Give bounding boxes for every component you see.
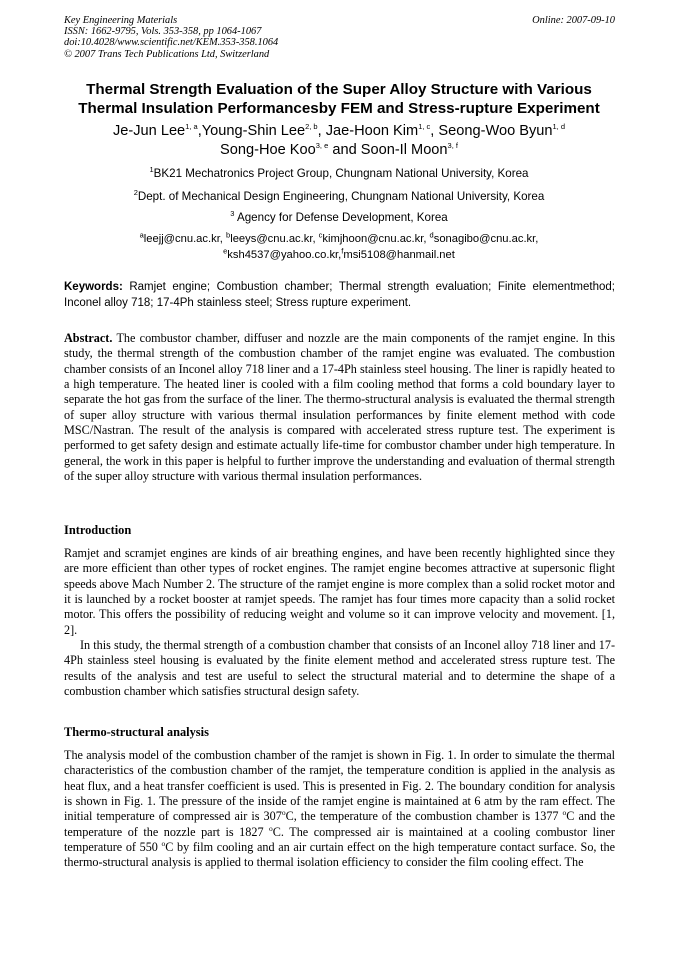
author-name: , Jae-Hoon Kim: [317, 123, 419, 139]
affiliation-1: [40, 167, 638, 181]
journal-header: [64, 15, 278, 60]
keywords-label: Keywords:: [64, 281, 123, 293]
abstract-label: Abstract.: [64, 331, 113, 345]
keywords-block: [64, 279, 615, 311]
abstract-text: The combustor chamber, diffuser and nozzle are the main components of the ramjet engine. In this study, the thermal strength of the combustion chamber of the ramjet engine was evaluated. The combustion chamber consists of an Inconel alloy 718 liner and a 17-4Ph stainless steel housing. The liner is rapidly heated to a high temperature. The heated liner is cooled with a film cooling method that forms a cold boundary layer to separate the hot gas from the surface of the liner. The thermo-structural analysis is evaluated the thermal strength of super alloy structure with various thermal insulation performances by finite element method with code MSC/Nastran. The result of the analysis is compared with accelerated stress rupture test. The experiment is performed to get safety design and estimate actually life-time for combustor chamber under high temperature. In general, the work in this paper is helpful to further improve the understanding and evaluation of thermal strength of the super alloy structure with various thermal insulation performances.: [64, 331, 615, 484]
author-line-2: [40, 141, 638, 160]
author-affil-mark: 1, c: [418, 122, 431, 132]
title-line-1: Thermal Strength Evaluation of the Super Alloy Structure with Various: [86, 81, 592, 98]
affiliation-2: [40, 190, 638, 204]
author-affil-mark: 2, b: [305, 122, 318, 132]
degree-mark: o: [269, 823, 273, 833]
email-line-1: [40, 232, 638, 248]
body-text: C and the temperature of the nozzle part is 1827: [64, 809, 615, 839]
email-mark: c: [318, 230, 323, 240]
affil-text: Dept. of Mechanical Design Engineering, Chungnam National University, Korea: [137, 190, 545, 203]
affiliation-3: [40, 211, 638, 225]
paper-title: [40, 80, 638, 118]
degree-mark: o: [562, 808, 567, 818]
email-link[interactable]: leejj@cnu.ac.kr,: [143, 233, 227, 245]
degree-mark: o: [281, 808, 286, 818]
introduction-heading: Introduction: [64, 523, 132, 537]
author-name: Je-Jun Lee: [112, 123, 186, 139]
author-affil-mark: 3, f: [447, 141, 458, 151]
email-mark: e: [223, 245, 228, 255]
affil-mark: 1: [149, 165, 154, 175]
thermo-structural-paragraph: [64, 748, 615, 871]
title-line-2: Thermal Insulation Performancesby FEM and Stress-rupture Experiment: [78, 100, 600, 117]
body-text: The analysis model of the combustion chamber of the ramjet is shown in Fig. 1. In order to simulate the thermal characteristics of the combustion chamber of the ramjet, the temperature condition is applied in the analysis as heat flux, and a heat transfer coefficient is used. This is presented in Fig. 2. The boundary condition for analysis is shown in Fig. 1. The pressure of the inside of the ramjet engine is maintained at 6 atm by the ram effect. The initial temperature of compressed air is 307: [64, 748, 615, 824]
author-name: ,Young-Shin Lee: [197, 123, 306, 139]
author-affil-mark: 3, e: [315, 141, 329, 151]
doi-line: doi:10.4028/www.scientific.net/KEM.353-358.1064: [64, 37, 279, 49]
body-text: C by film cooling and an air curtain effect on the high temperature contact surface. So, the thermo-structural analysis is applied to thermal isolation efficiency to consider the film cooling effect. The: [64, 840, 615, 870]
thermo-structural-heading: Thermo-structural analysis: [64, 725, 209, 739]
email-mark: a: [139, 230, 144, 240]
online-date: Online: 2007-09-10: [532, 15, 615, 26]
affil-text: BK21 Mechatronics Project Group, Chungnam National University, Korea: [153, 167, 529, 180]
affil-text: Agency for Defense Development, Korea: [234, 211, 448, 224]
email-line-2: [40, 245, 638, 264]
keywords-text: Ramjet engine; Combustion chamber; Thermal strength evaluation; Finite elementmethod; Inconel alloy 718; 17-4Ph stainless steel; Stress rupture experiment.: [64, 281, 615, 309]
body-text: C, the temperature of the combustion chamber is 1377: [285, 809, 563, 824]
degree-mark: o: [161, 839, 166, 848]
journal-name: Key Engineering Materials: [64, 15, 178, 26]
introduction-paragraph-1: Ramjet and scramjet engines are kinds of air breathing engines, and have been recently highlighted since they are more efficient than other types of rocket engines. The ramjet engine becomes attractive at supersonic flight speeds above Mach Number 2. The structure of the ramjet engine is more complex than a solid rocket motor and it is launched by a rocket booster at ramjet speeds. The ramjet has four times more capacity than a solid rocket motor. This offers the possibility of reducing weight and volume so it can improve velocity and movement. [1, 2].: [64, 546, 615, 637]
author-name: and Soon-Il Moon: [328, 142, 448, 158]
affil-mark: 2: [133, 188, 138, 198]
email-mark: f: [341, 245, 344, 255]
abstract-paragraph: [64, 331, 615, 484]
copyright-line: © 2007 Trans Tech Publications Ltd, Switzerland: [64, 48, 270, 60]
email-list: [40, 232, 638, 263]
author-list: [40, 122, 638, 160]
email-link[interactable]: msi5108@hanmail.net: [343, 248, 455, 261]
email-mark: b: [226, 230, 231, 240]
email-link[interactable]: kimjhoon@cnu.ac.kr,: [322, 233, 430, 245]
author-line-1: [40, 122, 638, 141]
email-link[interactable]: ksh4537@yahoo.co.kr,: [227, 248, 342, 261]
author-affil-mark: 1, d: [552, 122, 566, 132]
email-link[interactable]: sonagibo@cnu.ac.kr,: [433, 233, 539, 245]
affil-mark: 3: [230, 209, 235, 219]
author-name: , Seong-Woo Byun: [430, 123, 553, 139]
introduction-paragraph-2-text: In this study, the thermal strength of a combustion chamber that consists of an Inconel alloy 718 liner and 17-4Ph stainless steel housing is evaluated by the finite element method and accelerated stress rupture test. The results of the analysis and test are useful to select the structural material and to determine the shape of a combustion chamber which satisfies structural design safety.: [64, 638, 615, 699]
email-link[interactable]: leeys@cnu.ac.kr,: [230, 233, 319, 245]
email-mark: d: [429, 230, 434, 240]
introduction-paragraph-2: [64, 638, 615, 699]
author-affil-mark: 1, a: [185, 122, 198, 132]
issn-line: ISSN: 1662-9795, Vols. 353-358, pp 1064-1067: [64, 26, 262, 38]
body-text: C. The compressed air is maintained at a cooling combustor liner temperature of 550: [64, 824, 615, 855]
author-name: Song-Hoe Koo: [220, 142, 316, 158]
